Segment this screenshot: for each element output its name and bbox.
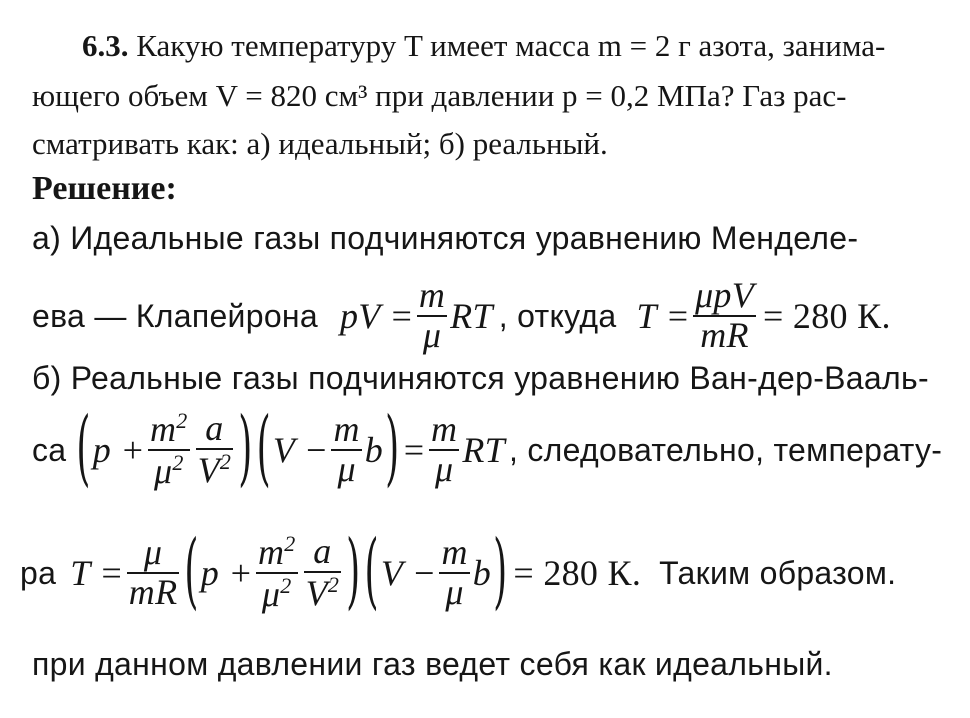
problem-number: 6.3. — [82, 28, 129, 63]
solution-b-line-3-suffix: Таким образом. — [659, 555, 897, 591]
solution-b-line-2-suffix: , следовательно, температу- — [508, 432, 943, 468]
formula-van-der-waals: ( p + $\frac{m^2}{\mu^2}$ $\frac{a}{V^2}$ ) ( V − $\frac{m}{\mu}$ b ) = $\frac{m}{\mu}$ RT — [76, 401, 505, 496]
formula-ideal-temperature: T = $\frac{\text{μpV}}{mR}$ — [636, 275, 755, 355]
problem-text-3: сматривать как: а) идеальный; б) реальный. — [32, 126, 608, 161]
formula-mendeleev: pV = $\frac{m}{\mu}$ RT — [340, 275, 493, 355]
result-ideal: = 280 К. — [763, 296, 891, 336]
problem-text-1: Какую температуру T имеет масса m = 2 г азота, занима- — [136, 28, 886, 63]
solution-a-line-2-mid: , откуда — [498, 298, 617, 334]
solution-b-line-3-prefix: ра — [20, 555, 57, 591]
solution-a-line-1: а) Идеальные газы подчиняются уравнению Менделе- — [32, 220, 859, 256]
problem-line-2 — [32, 80, 847, 111]
solution-b-line-1: б) Реальные газы подчиняются уравнению Ван-дер-Вааль- — [32, 360, 929, 396]
solution-b-line-2 — [32, 400, 942, 500]
problem-text-2: ющего объем V = 820 см³ при давлении p = 0,2 МПа? Газ рас- — [32, 78, 847, 113]
problem-line-1 — [82, 30, 885, 61]
formula-real-temperature: T = $\frac{\mu}{mR}$ ( p + $\frac{m^2}{\mu^2}$ $\frac{a}{V^2}$ ) ( V − $\frac{m}{\mu}$ b ) — [70, 524, 508, 619]
solution-heading: Решение: — [32, 170, 177, 207]
problem-line-3 — [32, 128, 608, 159]
solution-b-line-3 — [20, 518, 896, 628]
result-real: = 280 К. — [513, 553, 642, 593]
solution-a-line-2 — [32, 276, 891, 356]
solution-a-line-2-prefix: ева — Клапейрона — [32, 298, 318, 334]
solution-b-line-2-prefix: са — [32, 432, 67, 468]
solution-conclusion: при данном давлении газ ведет себя как идеальный. — [32, 646, 833, 682]
